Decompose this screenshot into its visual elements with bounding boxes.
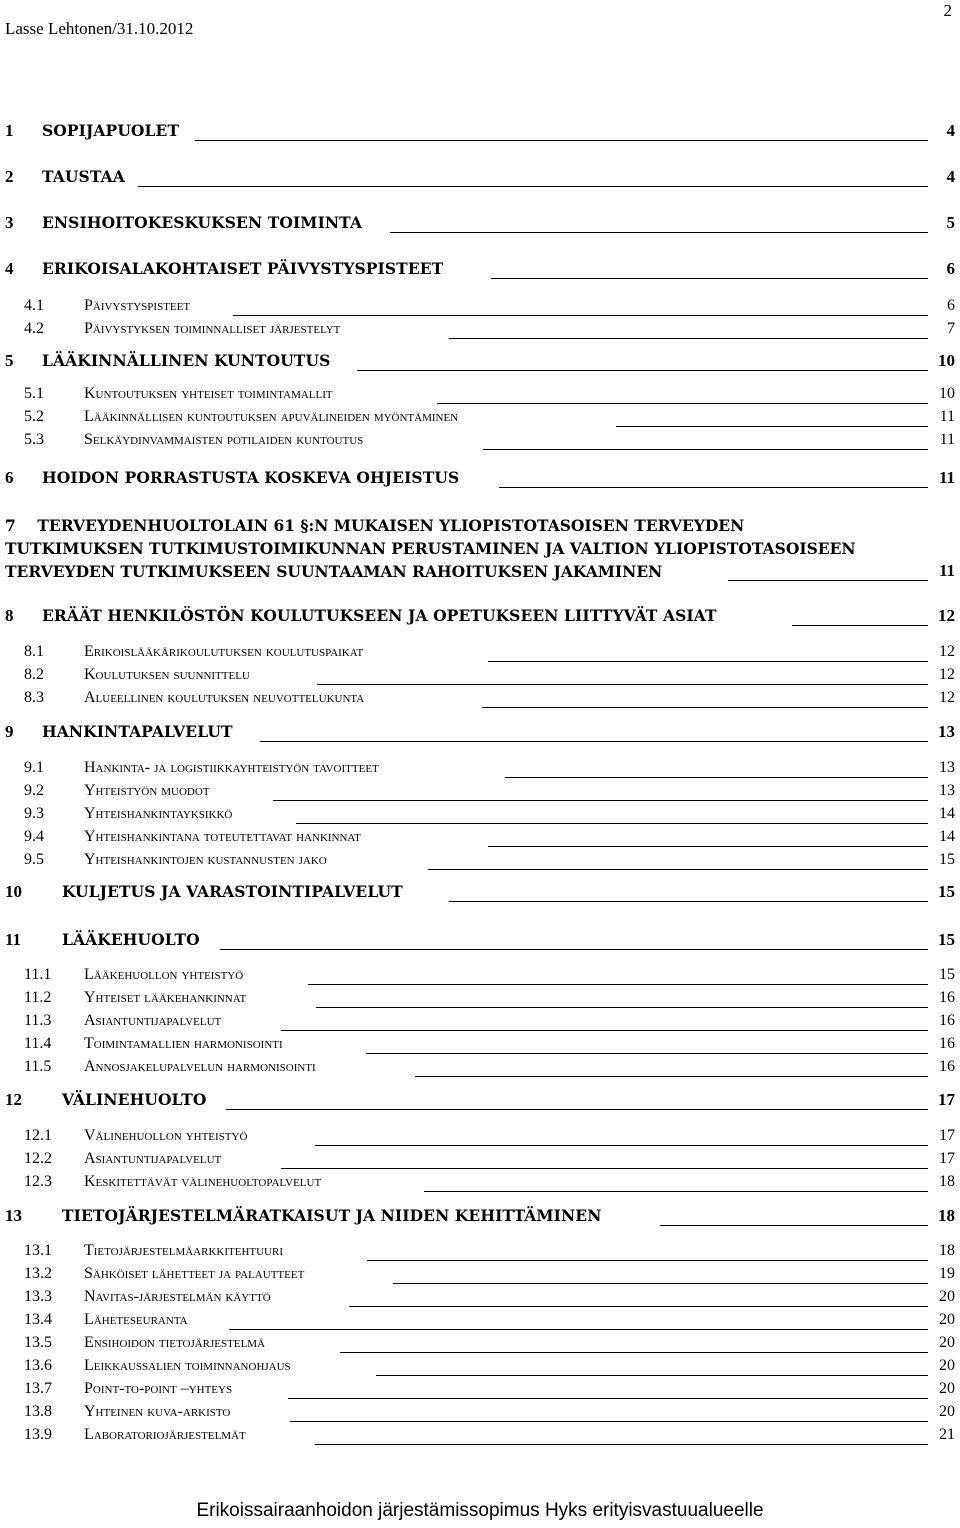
- toc-entry[interactable]: [0, 826, 960, 848]
- toc-leader-line: [488, 826, 928, 847]
- toc-entry-number: 5.1: [24, 385, 44, 402]
- toc-leader-line: [357, 350, 928, 371]
- toc-entry-title: Hankinta- ja logistiikkayhteistyön tavoitteet: [84, 759, 379, 776]
- toc-entry[interactable]: [0, 258, 960, 280]
- toc-leader-line: [195, 120, 928, 141]
- toc-entry-title: Yhteistyön muodot: [84, 782, 210, 799]
- toc-entry-number: 8: [5, 606, 14, 625]
- toc-entry[interactable]: [0, 721, 960, 743]
- toc-entry-number: 4: [5, 259, 14, 278]
- toc-entry-page: 20: [939, 1357, 955, 1374]
- toc-entry-number: 13.7: [24, 1380, 52, 1397]
- toc-entry-number: 11.5: [24, 1058, 52, 1075]
- toc-entry-title: Lääkehuollon yhteistyö: [84, 966, 244, 983]
- toc-entry-title: Läheteseuranta: [84, 1311, 188, 1328]
- toc-leader-line: [288, 1378, 928, 1399]
- toc-leader-line: [792, 605, 928, 626]
- toc-entry-number: 9: [5, 722, 14, 741]
- toc-entry-page: 11: [939, 408, 955, 425]
- toc-entry[interactable]: [0, 929, 960, 951]
- toc-entry[interactable]: [0, 212, 960, 234]
- toc-entry[interactable]: [0, 664, 960, 686]
- toc-entry-title: VÄLINEHUOLTO: [62, 1090, 207, 1109]
- toc-entry[interactable]: [0, 1125, 960, 1147]
- toc-entry-number: 9.1: [24, 759, 44, 776]
- toc-entry-title: ERIKOISALAKOHTAISET PÄIVYSTYSPISTEET: [42, 259, 444, 278]
- toc-entry-number: 11.3: [24, 1012, 52, 1029]
- toc-leader-line: [233, 295, 928, 316]
- toc-entry[interactable]: [0, 350, 960, 372]
- toc-entry-page: 16: [939, 1012, 955, 1029]
- toc-entry-title: LÄÄKEHUOLTO: [62, 930, 200, 949]
- toc-entry-number: 4.1: [24, 297, 44, 314]
- toc-entry-page: 16: [939, 989, 955, 1006]
- toc-entry-number: 13.3: [24, 1288, 52, 1305]
- toc-entry-page: 11: [939, 431, 955, 448]
- toc-entry-title: Erikoislääkärikoulutuksen koulutuspaikat: [84, 643, 364, 660]
- toc-entry-number: 13.8: [24, 1403, 52, 1420]
- toc-leader-line: [424, 1171, 928, 1192]
- toc-entry-number: 8.1: [24, 643, 44, 660]
- toc-entry[interactable]: [0, 1263, 960, 1285]
- toc-leader-line: [449, 318, 928, 339]
- toc-entry-page: 15: [938, 882, 955, 901]
- toc-entry-title: Leikkaussalien toiminnanohjaus: [84, 1357, 291, 1374]
- toc-entry-number: 13.1: [24, 1242, 52, 1259]
- toc-entry-number: 12.3: [24, 1173, 52, 1190]
- toc-entry-page: 20: [939, 1311, 955, 1328]
- header-author-date: Lasse Lehtonen/31.10.2012: [5, 19, 194, 38]
- toc-entry[interactable]: [0, 1378, 960, 1400]
- toc-leader-line: [316, 987, 928, 1008]
- toc-entry-title: Sähköiset lähetteet ja palautteet: [84, 1265, 305, 1282]
- toc-entry-title: Lääkinnällisen kuntoutuksen apuvälineiden myöntäminen: [84, 408, 459, 425]
- toc-entry[interactable]: [0, 406, 960, 428]
- toc-entry[interactable]: [0, 318, 960, 340]
- toc-entry[interactable]: [0, 1286, 960, 1308]
- toc-entry-number: 13.2: [24, 1265, 52, 1282]
- toc-entry-title: TAUSTAA: [42, 167, 125, 186]
- toc-leader-line: [315, 1125, 928, 1146]
- toc-entry-page: 11: [938, 561, 955, 580]
- toc-leader-line: [390, 212, 928, 233]
- toc-entry-number: 1: [5, 121, 14, 140]
- toc-entry-page: 16: [939, 1058, 955, 1075]
- toc-entry-title: HANKINTAPALVELUT: [42, 722, 233, 741]
- toc-entry-page: 15: [938, 930, 955, 949]
- toc-entry-title: Navitas-järjestelmän käyttö: [84, 1288, 271, 1305]
- toc-entry[interactable]: [0, 881, 960, 903]
- toc-leader-line: [616, 406, 928, 427]
- toc-entry-title: Tietojärjestelmäarkkitehtuuri: [84, 1242, 284, 1259]
- toc-entry-number: 5: [5, 351, 14, 370]
- toc-entry-page: 6: [946, 259, 955, 278]
- header-page-number: 2: [943, 1, 952, 20]
- toc-entry[interactable]: [0, 987, 960, 1009]
- toc-entry-number: 9.5: [24, 851, 44, 868]
- toc-entry-number: 8.3: [24, 689, 44, 706]
- toc-leader-line: [483, 429, 928, 450]
- toc-entry-title: Annosjakelupalvelun harmonisointi: [84, 1058, 316, 1075]
- toc-entry-title: Välinehuollon yhteistyö: [84, 1127, 248, 1144]
- toc-entry-page: 20: [939, 1334, 955, 1351]
- toc-entry-title: Ensihoidon tietojärjestelmä: [84, 1334, 266, 1351]
- toc-entry-title: Asiantuntijapalvelut: [84, 1150, 222, 1167]
- toc-entry[interactable]: [0, 295, 960, 317]
- toc-entry-page: 18: [939, 1173, 955, 1190]
- toc-entry[interactable]: [0, 803, 960, 825]
- toc-entry-page: 20: [939, 1288, 955, 1305]
- toc-leader-line: [317, 664, 928, 685]
- toc-entry[interactable]: [0, 964, 960, 986]
- toc-entry-number: 11.1: [24, 966, 52, 983]
- toc-entry-page: 17: [938, 1090, 955, 1109]
- page-header: [0, 0, 960, 44]
- toc-entry[interactable]: [0, 383, 960, 405]
- toc-entry-number: 5.2: [24, 408, 44, 425]
- toc-entry-page: 11: [938, 468, 955, 487]
- page-footer: Erikoissairaanhoidon järjestämissopimus Hyks erityisvastuualueelle: [196, 1500, 764, 1521]
- toc-leader-line: [273, 780, 928, 801]
- toc-entry[interactable]: [0, 1309, 960, 1331]
- toc-entry[interactable]: [0, 780, 960, 802]
- toc-entry-title: Alueellinen koulutuksen neuvottelukunta: [84, 689, 365, 706]
- toc-leader-line: [505, 757, 928, 778]
- toc-leader-line: [415, 1056, 928, 1077]
- toc-leader-line: [728, 560, 928, 581]
- toc-entry-number: 12: [5, 1090, 22, 1109]
- toc-leader-line: [366, 1033, 928, 1054]
- toc-entry[interactable]: [0, 1010, 960, 1032]
- toc-leader-line: [491, 258, 928, 279]
- toc-leader-line: [376, 1355, 928, 1376]
- toc-entry-page: 7: [947, 320, 955, 337]
- toc-entry-title: Yhteishankintojen kustannusten jako: [84, 851, 327, 868]
- toc-entry-title: Päivystyksen toiminnalliset järjestelyt: [84, 320, 341, 337]
- toc-entry-title: Asiantuntijapalvelut: [84, 1012, 222, 1029]
- toc-entry[interactable]: [0, 605, 960, 627]
- toc-entry-number: 13.9: [24, 1426, 52, 1443]
- toc-entry[interactable]: [0, 757, 960, 779]
- toc-leader-line: [315, 1424, 928, 1445]
- toc-entry-page: 13: [939, 759, 955, 776]
- toc-entry-page: 17: [939, 1127, 955, 1144]
- toc-entry-page: 21: [939, 1426, 955, 1443]
- toc-entry-page: 13: [938, 722, 955, 741]
- toc-leader-line: [428, 849, 928, 870]
- toc-entry-title: SOPIJAPUOLET: [42, 121, 180, 140]
- toc-entry-page: 17: [939, 1150, 955, 1167]
- toc-leader-line: [229, 1309, 928, 1330]
- toc-entry-page: 20: [939, 1380, 955, 1397]
- toc-entry-title: Yhteinen kuva-arkisto: [84, 1403, 231, 1420]
- toc-entry-page: 15: [939, 966, 955, 983]
- toc-leader-line: [437, 383, 928, 404]
- toc-entry-page: 12: [938, 606, 955, 625]
- toc-leader-line: [260, 721, 928, 742]
- toc-title-line: 7 TERVEYDENHUOLTOLAIN 61 §:N MUKAISEN YLIOPISTOTASOISEN TERVEYDEN: [5, 516, 745, 535]
- toc-leader-line: [367, 1240, 928, 1261]
- toc-entry[interactable]: [0, 467, 960, 489]
- toc-entry-number: 9.4: [24, 828, 44, 845]
- toc-leader-line: [449, 881, 928, 902]
- toc-entry-number: 3: [5, 213, 14, 232]
- toc-entry-page: 18: [938, 1206, 955, 1225]
- toc-entry-number: 13.4: [24, 1311, 52, 1328]
- toc-entry-number: 11: [5, 930, 22, 949]
- toc-entry-page: 5: [946, 213, 955, 232]
- toc-entry-title: Päivystyspisteet: [84, 297, 191, 314]
- toc-entry-title: Point-to-point –yhteys: [84, 1380, 233, 1397]
- toc-leader-line: [281, 1148, 928, 1169]
- toc-entry-title: ENSIHOITOKESKUKSEN TOIMINTA: [42, 213, 363, 232]
- toc-entry-number: 9.2: [24, 782, 44, 799]
- toc-entry-page: 6: [947, 297, 955, 314]
- toc-leader-line: [660, 1205, 928, 1226]
- toc-entry-page: 18: [939, 1242, 955, 1259]
- toc-leader-line: [488, 641, 928, 662]
- toc-entry[interactable]: [0, 1240, 960, 1262]
- toc-entry[interactable]: [0, 120, 960, 142]
- toc-entry-number: 13.6: [24, 1357, 52, 1374]
- toc-entry[interactable]: [0, 687, 960, 709]
- toc-leader-line: [482, 687, 928, 708]
- toc-leader-line: [349, 1286, 928, 1307]
- toc-entry-page: 12: [939, 666, 955, 683]
- toc-leader-line: [308, 964, 928, 985]
- toc-entry[interactable]: [0, 1171, 960, 1193]
- toc-leader-line: [290, 1401, 928, 1422]
- toc-leader-line: [296, 803, 928, 824]
- toc-leader-line: [138, 166, 928, 187]
- toc-entry[interactable]: [0, 1205, 960, 1227]
- toc-entry[interactable]: [0, 1033, 960, 1055]
- toc-entry-number: 13: [5, 1206, 22, 1225]
- toc-entry-title: LÄÄKINNÄLLINEN KUNTOUTUS: [42, 351, 331, 370]
- toc-entry-title: Yhteishankintayksikkö: [84, 805, 233, 822]
- toc-entry[interactable]: [0, 1424, 960, 1446]
- toc-leader-line: [393, 1263, 928, 1284]
- toc-entry-number: 4.2: [24, 320, 44, 337]
- toc-entry-number: 5.3: [24, 431, 44, 448]
- toc-entry[interactable]: [0, 1355, 960, 1377]
- toc-entry[interactable]: [0, 1332, 960, 1354]
- toc-entry-title: Kuntoutuksen yhteiset toimintamallit: [84, 385, 333, 402]
- toc-entry-number: 6: [5, 468, 14, 487]
- toc-entry-number: 10: [5, 882, 22, 901]
- toc-entry[interactable]: [0, 429, 960, 451]
- toc-entry-page: 14: [939, 805, 955, 822]
- toc-leader-line: [281, 1010, 928, 1031]
- toc-entry[interactable]: [0, 166, 960, 188]
- toc-entry[interactable]: [0, 1401, 960, 1423]
- toc-entry-page: 12: [939, 689, 955, 706]
- toc-entry-title: Keskitettävät välinehuoltopalvelut: [84, 1173, 322, 1190]
- toc-entry-number: 12.1: [24, 1127, 52, 1144]
- toc-entry[interactable]: [0, 1148, 960, 1170]
- toc-entry-title: ERÄÄT HENKILÖSTÖN KOULUTUKSEEN JA OPETUKSEEN LIITTYVÄT ASIAT: [42, 606, 717, 625]
- toc-entry-title: Yhteiset lääkehankinnat: [84, 989, 247, 1006]
- toc-entry-title: Koulutuksen suunnittelu: [84, 666, 250, 683]
- toc-leader-line: [220, 929, 928, 950]
- toc-entry-title: Selkäydinvammaisten potilaiden kuntoutus: [84, 431, 364, 448]
- toc-entry-number: 2: [5, 167, 14, 186]
- toc-entry-number: 8.2: [24, 666, 44, 683]
- toc-entry-number: 11.2: [24, 989, 52, 1006]
- toc-entry-page: 19: [939, 1265, 955, 1282]
- toc-entry[interactable]: [0, 849, 960, 871]
- toc-entry-title: HOIDON PORRASTUSTA KOSKEVA OHJEISTUS: [42, 468, 460, 487]
- toc-entry-title: Toimintamallien harmonisointi: [84, 1035, 283, 1052]
- toc-entry[interactable]: [0, 1056, 960, 1078]
- toc-entry-title: Yhteishankintana toteutettavat hankinnat: [84, 828, 361, 845]
- toc-entry-title: TIETOJÄRJESTELMÄRATKAISUT JA NIIDEN KEHITTÄMINEN: [62, 1206, 602, 1225]
- toc-entry-page: 13: [939, 782, 955, 799]
- toc-entry-page: 10: [939, 385, 955, 402]
- toc-entry-number: 12.2: [24, 1150, 52, 1167]
- toc-leader-line: [226, 1089, 928, 1110]
- toc-entry-page: 12: [939, 643, 955, 660]
- toc-entry-number: 11.4: [24, 1035, 52, 1052]
- toc-leader-line: [499, 467, 928, 488]
- toc-entry-page: 10: [938, 351, 955, 370]
- toc-entry[interactable]: [0, 641, 960, 663]
- toc-entry-page: 4: [946, 121, 955, 140]
- toc-leader-line: [340, 1332, 928, 1353]
- toc-title-line: TUTKIMUKSEN TUTKIMUSTOIMIKUNNAN PERUSTAMINEN JA VALTION YLIOPISTOTASOISEEN: [5, 539, 856, 558]
- toc-entry-title: KULJETUS JA VARASTOINTIPALVELUT: [62, 882, 403, 901]
- toc-entry-number: 9.3: [24, 805, 44, 822]
- toc-entry-page: 4: [946, 167, 955, 186]
- toc-entry-page: 16: [939, 1035, 955, 1052]
- toc-entry-page: 14: [939, 828, 955, 845]
- toc-entry-page: 20: [939, 1403, 955, 1420]
- toc-title-line: TERVEYDEN TUTKIMUKSEEN SUUNTAAMAN RAHOITUKSEN JAKAMINEN: [5, 562, 663, 581]
- toc-entry-title: Laboratoriojärjestelmät: [84, 1426, 246, 1443]
- toc-entry-number: 13.5: [24, 1334, 52, 1351]
- toc-entry[interactable]: [0, 1089, 960, 1111]
- toc-entry-page: 15: [939, 851, 955, 868]
